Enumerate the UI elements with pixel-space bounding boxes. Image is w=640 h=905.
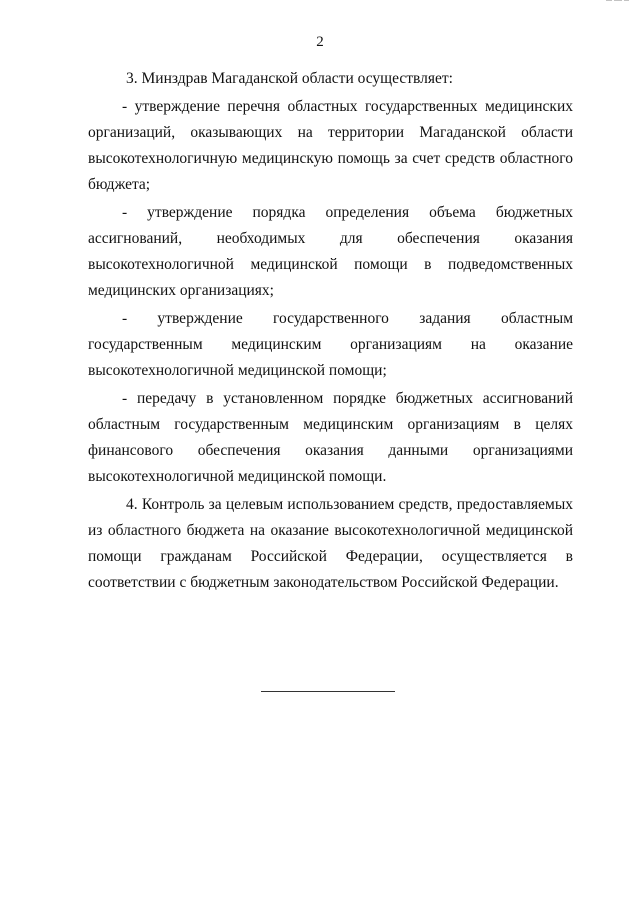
paragraph-3-item-3: - утверждение государственного задания областным государственным медицинским организациям на оказание высокотехнологичной медицинской помощи; (88, 310, 573, 379)
paragraph-3-item-1: - утверждение перечня областных государственных медицинских организаций, оказывающих на территории Магаданской области высокотехнологичную медицинскую помощь за счет средств областного бюджета; (88, 98, 573, 193)
paragraph-3-intro: 3. Минздрав Магаданской области осуществляет: (126, 70, 453, 87)
page-number: 2 (316, 34, 324, 50)
paragraph-3-item-4: - передачу в установленном порядке бюджетных ассигнований областным государственным медицинским организациям в целях финансового обеспечения оказания данными организациями высокотехнологичной медицинской помощи. (88, 390, 573, 485)
paragraph-3-item-2: - утверждение порядка определения объема бюджетных ассигнований, необходимых для обеспечения оказания высокотехнологичной медицинской помощи в подведомственных медицинских организациях; (88, 204, 573, 299)
scan-corner-mark (606, 0, 636, 6)
end-separator-line (261, 691, 395, 692)
document-body (88, 66, 573, 598)
paragraph-4: 4. Контроль за целевым использованием средств, предоставляемых из областного бюджета на оказание высокотехнологичной медицинской помощи гражданам Российской Федерации, осуществляется в соответствии с бюджетным законодательством Российской Федерации. (88, 496, 573, 591)
